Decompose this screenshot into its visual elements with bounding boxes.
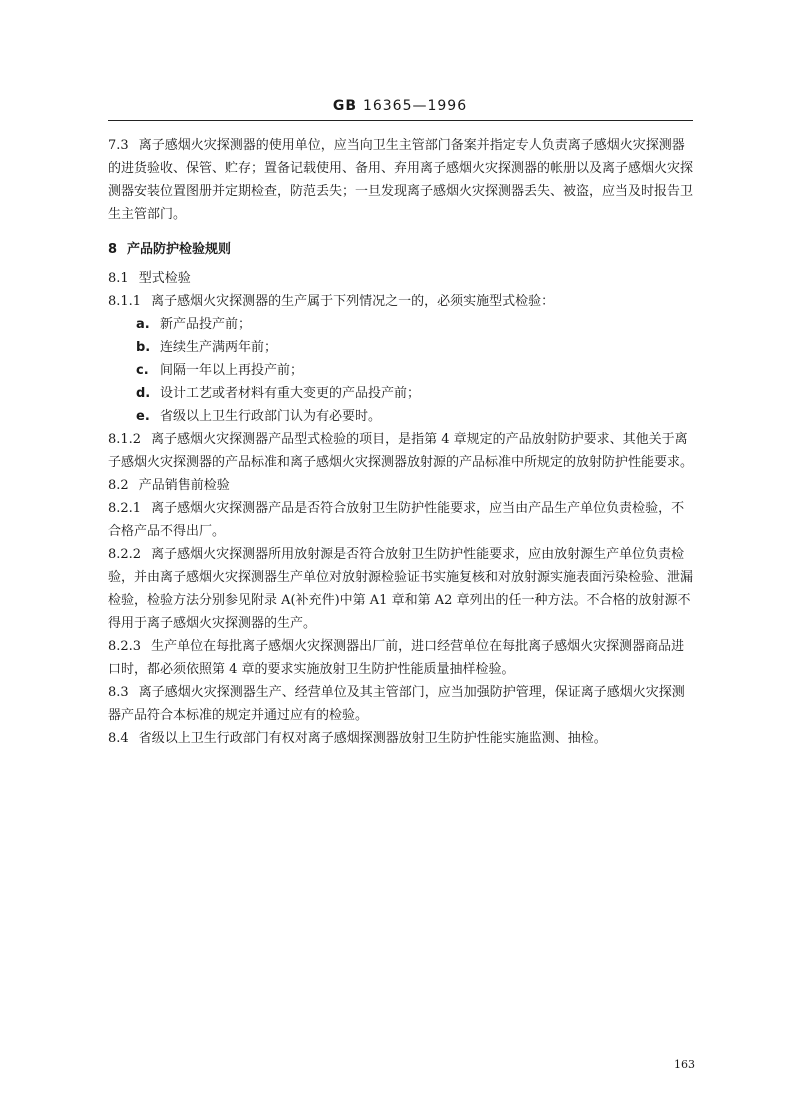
list-item: a. 新产品投产前；: [136, 317, 252, 332]
clause-text: 省级以上卫生行政部门有权对离子感烟探测器放射卫生防护性能实施监测、抽检。: [138, 731, 607, 746]
clause-8-4: [108, 727, 693, 750]
clause-text: 离子感烟火灾探测器所用放射源是否符合放射卫生防护性能要求，应由放射源生产单位负责检验，并由离子感烟火灾探测器生产单位对放射源检验证书实施复核和对放射源实施表面污染检验、泄漏检验，检验方法分别参见附录 A(补充件)中第 A1 章和第 A2 章列出的任一种方法。不合格的放射源不得用于离子感烟火灾探测器的生产。: [108, 547, 694, 631]
clause-number: 8.2: [108, 478, 129, 493]
clause-number: 8.1.2: [108, 432, 142, 447]
clause-number: 8.1: [108, 271, 129, 286]
page-number: 163: [674, 1058, 695, 1071]
clause-8-2-3: [108, 635, 693, 681]
clause-8-1-1: [108, 290, 693, 313]
clause-8-2-2: [108, 543, 693, 635]
clause-text: 离子感烟火灾探测器产品是否符合放射卫生防护性能要求，应当由产品生产单位负责检验，不合格产品不得出厂。: [108, 501, 685, 539]
clause-8-3: [108, 681, 693, 727]
standard-code: 16365—1996: [362, 98, 468, 114]
document-body: [108, 134, 693, 750]
list-item: c. 间隔一年以上再投产前；: [136, 363, 304, 378]
section-number: 8: [108, 242, 118, 257]
clause-text: 离子感烟火灾探测器生产、经营单位及其主管部门，应当加强防护管理，保证离子感烟火灾探测器产品符合本标准的规定并通过应有的检验。: [108, 685, 685, 723]
clause-8-1-2: [108, 428, 693, 474]
clause-text: 生产单位在每批离子感烟火灾探测器出厂前，进口经营单位在每批离子感烟火灾探测器商品进口时，都必须依照第 4 章的要求实施放射卫生防护性能质量抽样检验。: [108, 639, 685, 677]
section-title: 产品防护检验规则: [127, 242, 232, 257]
clause-8-2-1: [108, 497, 693, 543]
clause-number: 8.2.1: [108, 501, 142, 516]
clause-7-3: [108, 134, 693, 226]
page-header: [0, 98, 800, 114]
header-rule: [108, 120, 693, 121]
clause-number: 7.3: [108, 138, 129, 153]
condition-list: [108, 313, 693, 428]
clause-number: 8.2.2: [108, 547, 142, 562]
clause-text: 离子感烟火灾探测器的使用单位，应当向卫生主管部门备案并指定专人负责离子感烟火灾探测器的进货验收、保管、贮存；置备记载使用、备用、弃用离子感烟火灾探测器的帐册以及离子感烟火灾探测器安装位置图册并定期检查，防范丢失；一旦发现离子感烟火灾探测器丢失、被盗，应当及时报告卫生主管部门。: [108, 138, 694, 222]
clause-title: 产品销售前检验: [138, 478, 230, 493]
clause-text: 离子感烟火灾探测器产品型式检验的项目，是指第 4 章规定的产品放射防护要求、其他关于离子感烟火灾探测器的产品标准和离子感烟火灾探测器放射源的产品标准中所规定的放射防护性能要求。: [108, 432, 694, 470]
section-8-heading: [108, 238, 693, 261]
clause-8-1: [108, 267, 693, 290]
clause-text: 离子感烟火灾探测器的生产属于下列情况之一的，必须实施型式检验：: [151, 294, 555, 309]
clause-title: 型式检验: [138, 271, 191, 286]
clause-number: 8.2.3: [108, 639, 142, 654]
list-item: d. 设计工艺或者材料有重大变更的产品投产前；: [136, 386, 421, 401]
clause-number: 8.3: [108, 685, 129, 700]
clause-number: 8.4: [108, 731, 129, 746]
clause-number: 8.1.1: [108, 294, 142, 309]
list-item: b. 连续生产满两年前；: [136, 340, 278, 355]
standard-prefix: GB: [332, 98, 358, 114]
clause-8-2: [108, 474, 693, 497]
list-item: e. 省级以上卫生行政部门认为有必要时。: [136, 409, 382, 424]
